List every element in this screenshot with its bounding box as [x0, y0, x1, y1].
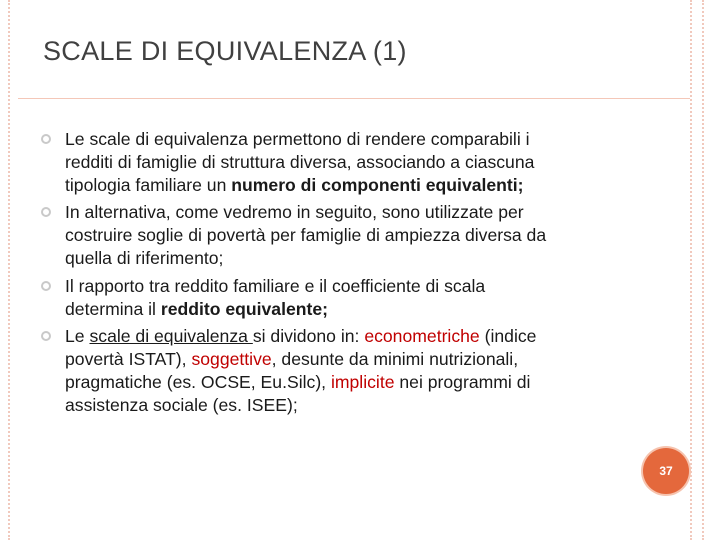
bullet-line — [65, 275, 640, 298]
bullet-line — [65, 174, 640, 197]
text-segment: redditi di famiglie di struttura diversa, associando a ciascuna — [65, 151, 535, 172]
bullet-circle-icon — [41, 331, 51, 341]
bullet-line — [65, 348, 640, 371]
bullet-item — [40, 325, 640, 416]
slide-title: SCALE DI EQUIVALENZA (1) — [43, 36, 407, 66]
bullet-item — [40, 275, 640, 321]
text-segment: , desunte da minimi nutrizionali, — [271, 349, 519, 370]
text-segment: econometriche — [364, 326, 480, 347]
bullet-line — [65, 325, 640, 348]
text-segment: Il rapporto tra reddito familiare e il coefficiente di scala — [65, 275, 486, 296]
right-border-line-outer — [702, 0, 704, 540]
bullet-line — [65, 394, 640, 417]
text-segment: nei programmi di — [394, 371, 531, 392]
text-segment: determina il — [65, 298, 161, 319]
bullet-circle-icon — [41, 207, 51, 217]
text-segment: pragmatiche (es. OCSE, Eu.Silc), — [65, 371, 331, 392]
bullet-line — [65, 128, 640, 151]
text-segment: reddito equivalente; — [160, 298, 329, 319]
text-segment: numero di componenti equivalenti; — [231, 174, 524, 195]
text-segment: scale di equivalenza — [89, 326, 253, 347]
left-border-line — [8, 0, 10, 540]
text-segment: assistenza sociale (es. ISEE); — [65, 394, 298, 415]
bullet-circle-icon — [41, 281, 51, 291]
text-segment: Le — [65, 326, 90, 347]
text-segment: povertà ISTAT), — [65, 349, 192, 370]
page-number-badge: 37 — [643, 448, 689, 494]
text-segment: costruire soglie di povertà per famiglie di ampiezza diversa da — [65, 225, 547, 246]
bullet-item — [40, 201, 640, 269]
bullet-line — [65, 247, 640, 270]
text-segment: In alternativa, come vedremo in seguito, sono utilizzate per — [65, 202, 524, 223]
right-border-line — [690, 0, 692, 540]
bullet-circle-icon — [41, 134, 51, 144]
text-segment: si dividono in: — [252, 326, 365, 347]
bullet-line — [65, 298, 640, 321]
bullet-item — [40, 128, 640, 196]
bullet-line — [65, 151, 640, 174]
text-segment: tipologia familiare un — [65, 174, 232, 195]
text-segment: Le scale di equivalenza permettono di rendere comparabili i — [65, 129, 530, 149]
title-divider — [18, 98, 690, 99]
bullet-list — [40, 128, 640, 417]
text-segment: soggettive — [191, 349, 272, 370]
bullet-line — [65, 371, 640, 394]
text-segment: quella di riferimento; — [65, 247, 224, 268]
text-segment: (indice — [479, 326, 537, 347]
bullet-line — [65, 201, 640, 224]
text-segment: implicite — [330, 371, 395, 392]
bullet-line — [65, 224, 640, 247]
